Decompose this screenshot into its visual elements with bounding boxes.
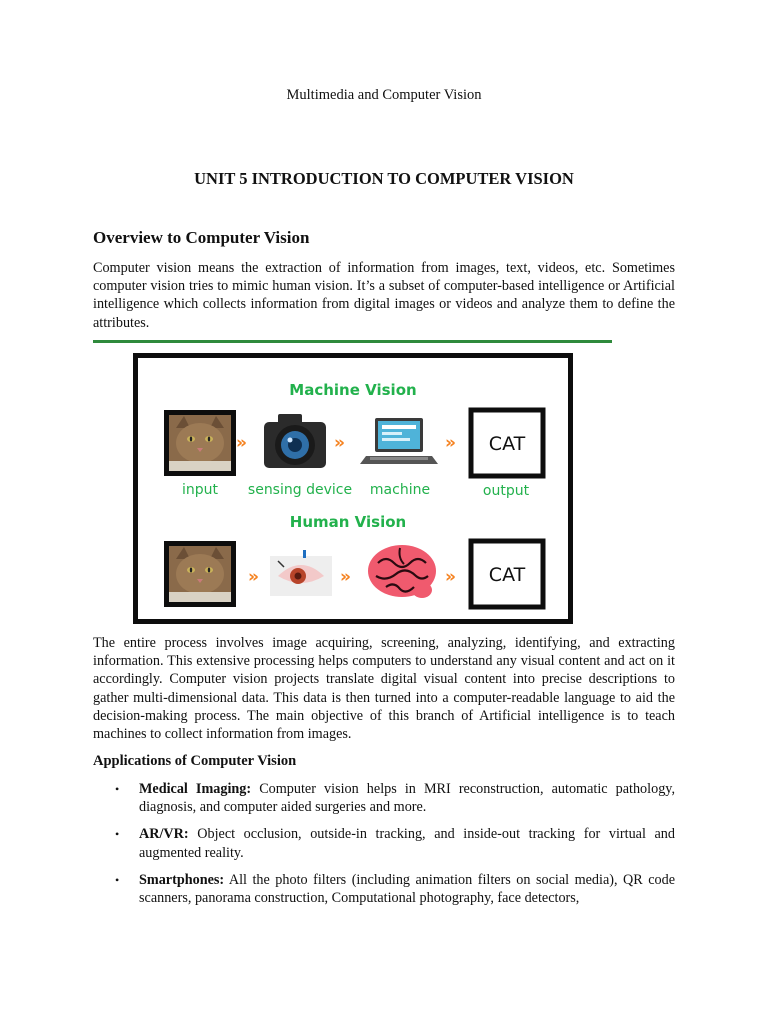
label-machine: machine	[369, 482, 431, 498]
cat-input-image	[164, 541, 236, 607]
bullet-icon: •	[115, 827, 120, 842]
intro-paragraph: Computer vision means the extraction of information from images, text, videos, etc. Sometimes computer vision tries to mimic human vision. It’s a subset of computer-based intelligence or Artificial intelligence which collects information from digital images or videos and analyze them to define the attributes.	[93, 260, 675, 331]
label-input: input	[181, 482, 219, 498]
list-item	[93, 780, 675, 816]
item-term: AR/VR:	[139, 826, 189, 843]
arrow-icon: »	[445, 567, 456, 587]
bullet-icon: •	[115, 872, 120, 887]
bullet-icon: •	[115, 782, 120, 796]
item-text: Computer vision helps in MRI reconstruction, automatic pathology, diagnosis, and computer aided surgeries and more.	[139, 781, 676, 816]
item-term: Smartphones:	[139, 871, 225, 888]
applications-list	[93, 780, 675, 916]
green-divider	[93, 340, 612, 343]
overview-heading: Overview to Computer Vision	[93, 228, 310, 247]
machine-vision-title: Machine Vision	[289, 381, 417, 399]
item-text: Object occlusion, outside-in tracking, and inside-out tracking for virtual and augmented reality.	[139, 826, 675, 861]
human-vision-title: Human Vision	[289, 513, 407, 531]
list-item	[93, 871, 675, 907]
label-sensing-device: sensing device	[247, 482, 353, 498]
arrow-icon: »	[236, 433, 247, 453]
label-output: output	[482, 483, 530, 499]
camera-icon	[264, 414, 326, 468]
arrow-icon: »	[445, 433, 456, 453]
output-cat-text: CAT	[488, 433, 526, 455]
figure-canvas	[138, 358, 568, 619]
arrow-icon: »	[334, 433, 345, 453]
arrow-icon: »	[340, 567, 351, 587]
applications-heading: Applications of Computer Vision	[93, 753, 297, 769]
process-paragraph: The entire process involves image acquiring, screening, analyzing, identifying, and extracting information. This extensive processing helps computers to understand any visual content and act on it accordingly. Computer vision projects translate digital visual content into precise descriptions to gather multi-dimensional data. This data is then turned into a computer-readable language to aid the decision-making process. The main objective of this branch of Artificial intelligence is to teach machines to collect information from images.	[93, 635, 675, 743]
output-cat-text: CAT	[488, 564, 526, 586]
item-text: All the photo filters (including animation filters on social media), QR code scanners, panorama construction, Computational photography, face detectors,	[139, 871, 675, 907]
eye-icon	[270, 550, 332, 596]
cat-input-image	[164, 410, 236, 476]
machine-vs-human-vision-figure	[133, 353, 573, 624]
arrow-icon: »	[248, 567, 259, 587]
unit-title: UNIT 5 INTRODUCTION TO COMPUTER VISION	[194, 169, 574, 188]
item-term: Medical Imaging:	[139, 781, 252, 797]
running-header: Multimedia and Computer Vision	[286, 87, 482, 103]
laptop-icon	[360, 418, 438, 464]
brain-icon	[368, 545, 436, 598]
list-item	[93, 825, 675, 861]
